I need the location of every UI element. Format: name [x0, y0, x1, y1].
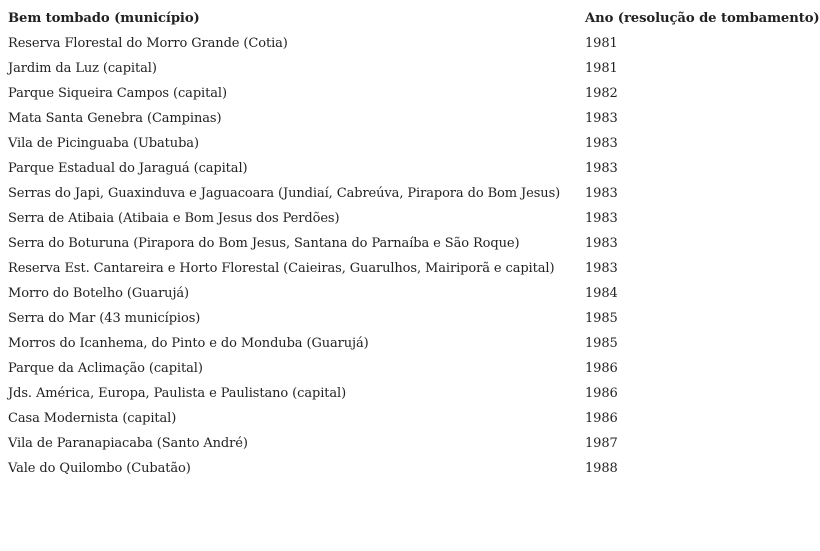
table-row — [8, 206, 820, 231]
year-cell: 1981 — [585, 36, 618, 51]
year-cell: 1983 — [585, 186, 618, 201]
year-cell: 1983 — [585, 161, 618, 176]
property-name-cell: Mata Santa Genebra (Campinas) — [8, 111, 222, 126]
table-row — [8, 131, 820, 156]
property-name-cell: Casa Modernista (capital) — [8, 411, 177, 426]
table-row — [8, 181, 820, 206]
year-cell: 1988 — [585, 461, 618, 476]
table-row — [8, 331, 820, 356]
year-cell: 1983 — [585, 236, 618, 251]
column-header-property: Bem tombado (município) — [8, 11, 200, 26]
year-cell: 1982 — [585, 86, 618, 101]
table-row — [8, 56, 820, 81]
property-name-cell: Parque Estadual do Jaraguá (capital) — [8, 161, 248, 176]
table-row — [8, 281, 820, 306]
property-name-cell: Serra do Boturuna (Pirapora do Bom Jesus, Santana do Parnaíba e São Roque) — [8, 236, 520, 251]
property-name-cell: Jds. América, Europa, Paulista e Paulistano (capital) — [8, 386, 347, 401]
property-name-cell: Jardim da Luz (capital) — [8, 61, 157, 76]
property-name-cell: Parque da Aclimação (capital) — [8, 361, 203, 376]
table-row — [8, 431, 820, 456]
year-cell: 1986 — [585, 411, 618, 426]
year-cell: 1981 — [585, 61, 618, 76]
table-header-row — [8, 6, 820, 31]
table-row — [8, 81, 820, 106]
property-name-cell: Reserva Florestal do Morro Grande (Cotia) — [8, 36, 288, 51]
property-name-cell: Vila de Picinguaba (Ubatuba) — [8, 136, 199, 151]
year-cell: 1983 — [585, 136, 618, 151]
property-name-cell: Vale do Quilombo (Cubatão) — [8, 461, 191, 476]
property-name-cell: Serra do Mar (43 municípios) — [8, 311, 201, 326]
table-row — [8, 31, 820, 56]
property-name-cell: Serra de Atibaia (Atibaia e Bom Jesus dos Perdões) — [8, 211, 340, 226]
year-cell: 1983 — [585, 261, 618, 276]
year-cell: 1983 — [585, 111, 618, 126]
table-row — [8, 156, 820, 181]
year-cell: 1984 — [585, 286, 618, 301]
heritage-table — [8, 6, 820, 481]
property-name-cell: Serras do Japi, Guaxinduva e Jaguacoara (Jundiaí, Cabreúva, Pirapora do Bom Jesus) — [8, 186, 561, 201]
year-cell: 1986 — [585, 386, 618, 401]
column-header-year: Ano (resolução de tombamento) — [585, 11, 820, 26]
property-name-cell: Parque Siqueira Campos (capital) — [8, 86, 227, 101]
property-name-cell: Vila de Paranapiacaba (Santo André) — [8, 436, 248, 451]
table-body — [8, 31, 820, 481]
year-cell: 1986 — [585, 361, 618, 376]
year-cell: 1985 — [585, 311, 618, 326]
property-name-cell: Morros do Icanhema, do Pinto e do Monduba (Guarujá) — [8, 336, 369, 351]
property-name-cell: Reserva Est. Cantareira e Horto Florestal (Caieiras, Guarulhos, Mairiporã e capital) — [8, 261, 555, 276]
table-row — [8, 256, 820, 281]
table-row — [8, 456, 820, 481]
table-row — [8, 406, 820, 431]
property-name-cell: Morro do Botelho (Guarujá) — [8, 286, 190, 301]
table-row — [8, 306, 820, 331]
year-cell: 1987 — [585, 436, 618, 451]
year-cell: 1983 — [585, 211, 618, 226]
year-cell: 1985 — [585, 336, 618, 351]
table-row — [8, 106, 820, 131]
table-row — [8, 231, 820, 256]
table-row — [8, 381, 820, 406]
table-row — [8, 356, 820, 381]
